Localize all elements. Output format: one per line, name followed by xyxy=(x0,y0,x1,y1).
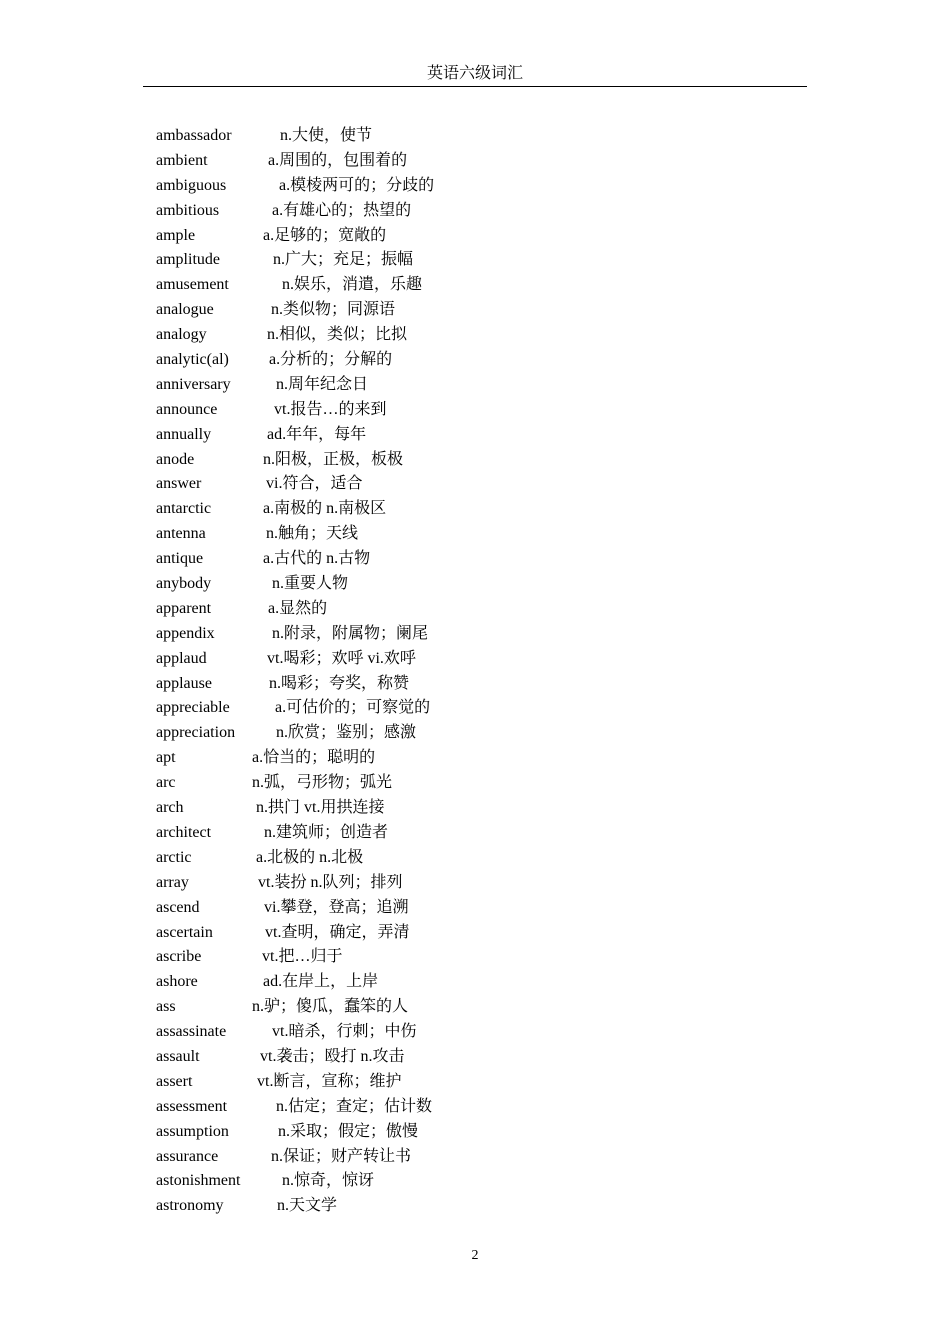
vocab-word: arc xyxy=(156,774,176,792)
vocab-word: array xyxy=(156,873,189,891)
vocab-entry xyxy=(156,547,716,572)
vocab-definition: a.分析的；分解的 xyxy=(269,351,393,369)
vocab-definition: vt.暗杀，行刺；中伤 xyxy=(272,1023,417,1041)
vocab-entry xyxy=(156,224,716,249)
vocab-definition: a.周围的，包围着的 xyxy=(268,151,408,169)
vocab-word: anniversary xyxy=(156,375,231,393)
vocab-entry xyxy=(156,273,716,298)
vocab-definition: a.模棱两可的；分歧的 xyxy=(279,176,435,194)
vocab-definition: n.欣赏；鉴别；感激 xyxy=(276,724,417,742)
vocab-entry xyxy=(156,846,716,871)
vocab-word: architect xyxy=(156,823,212,841)
vocab-word: applaud xyxy=(156,649,207,667)
vocab-word: ambiguous xyxy=(156,176,227,194)
vocab-definition: n.娱乐，消遣，乐趣 xyxy=(282,276,423,294)
vocab-entry xyxy=(156,448,716,473)
vocab-word: assert xyxy=(156,1072,193,1090)
vocab-definition: vt.喝彩；欢呼 vi.欢呼 xyxy=(267,649,416,667)
vocab-entry xyxy=(156,622,716,647)
vocab-entry xyxy=(156,174,716,199)
vocab-definition: a.可估价的；可察觉的 xyxy=(275,699,431,717)
vocab-word: antique xyxy=(156,550,204,568)
vocab-definition: n.类似物；同源语 xyxy=(271,301,396,319)
vocab-entry xyxy=(156,1095,716,1120)
vocab-entry xyxy=(156,522,716,547)
vocab-entry xyxy=(156,746,716,771)
vocab-entry xyxy=(156,721,716,746)
vocab-word: ambient xyxy=(156,151,208,169)
vocab-entry xyxy=(156,572,716,597)
page-header-title: 英语六级词汇 xyxy=(426,65,523,82)
vocab-definition: ad.在岸上，上岸 xyxy=(263,973,379,991)
vocab-definition: n.建筑师；创造者 xyxy=(264,823,389,841)
vocab-definition: vt.装扮 n.队列；排列 xyxy=(258,873,403,891)
vocab-entry xyxy=(156,871,716,896)
vocab-word: analytic(al) xyxy=(156,351,229,369)
vocab-word: arch xyxy=(156,799,184,817)
vocab-entry xyxy=(156,1169,716,1194)
vocab-entry xyxy=(156,472,716,497)
vocab-entry xyxy=(156,1145,716,1170)
vocab-word: ascend xyxy=(156,898,200,916)
vocab-word: astronomy xyxy=(156,1197,224,1215)
vocab-definition: ad.年年，每年 xyxy=(267,425,367,443)
vocab-entry xyxy=(156,373,716,398)
page-number: 2 xyxy=(471,1248,479,1263)
vocab-definition: vi.攀登，登高；追溯 xyxy=(264,898,409,916)
vocab-entry xyxy=(156,248,716,273)
vocab-entry xyxy=(156,298,716,323)
vocab-definition: n.惊奇，惊讶 xyxy=(282,1172,375,1190)
vocab-word: apt xyxy=(156,749,176,767)
vocab-entry xyxy=(156,597,716,622)
vocab-definition: a.显然的 xyxy=(268,599,328,617)
vocab-word: annually xyxy=(156,425,212,443)
vocab-entry xyxy=(156,821,716,846)
vocab-definition: n.弧，弓形物；弧光 xyxy=(252,774,393,792)
vocab-word: anode xyxy=(156,450,195,468)
vocab-entry xyxy=(156,970,716,995)
vocab-word: analogy xyxy=(156,326,207,344)
vocab-word: apparent xyxy=(156,599,212,617)
vocab-definition: a.有雄心的；热望的 xyxy=(272,201,412,219)
vocab-word: ascribe xyxy=(156,948,202,966)
vocab-definition: n.重要人物 xyxy=(272,575,349,593)
vocab-definition: vi.符合，适合 xyxy=(266,475,363,493)
vocab-definition: a.古代的 n.古物 xyxy=(263,550,371,568)
vocab-word: appendix xyxy=(156,624,215,642)
vocab-definition: n.附录，附属物；阑尾 xyxy=(272,624,429,642)
vocab-entry xyxy=(156,1194,716,1219)
vocab-word: anybody xyxy=(156,575,212,593)
vocab-definition: a.恰当的；聪明的 xyxy=(252,749,376,767)
vocab-entry xyxy=(156,1070,716,1095)
vocab-entry xyxy=(156,497,716,522)
vocab-word: arctic xyxy=(156,848,192,866)
vocab-word: assault xyxy=(156,1047,200,1065)
vocab-definition: n.触角；天线 xyxy=(266,525,359,543)
vocab-entry xyxy=(156,323,716,348)
vocab-entry xyxy=(156,796,716,821)
vocab-definition: n.周年纪念日 xyxy=(276,375,369,393)
vocab-definition: n.广大；充足；振幅 xyxy=(273,251,414,269)
vocab-definition: n.大使，使节 xyxy=(280,127,373,144)
vocab-definition: n.保证；财产转让书 xyxy=(271,1147,412,1165)
vocab-word: amusement xyxy=(156,276,229,294)
vocab-entry xyxy=(156,398,716,423)
vocab-definition: vt.报告…的来到 xyxy=(274,400,387,418)
vocab-definition: vt.袭击；殴打 n.攻击 xyxy=(260,1047,405,1065)
vocab-word: appreciable xyxy=(156,699,230,717)
vocab-word: ashore xyxy=(156,973,198,991)
vocab-definition: vt.查明，确定，弄清 xyxy=(265,923,410,941)
vocab-word: ambitious xyxy=(156,201,220,219)
vocab-word: applause xyxy=(156,674,212,692)
vocab-word: antarctic xyxy=(156,500,212,518)
vocab-entry xyxy=(156,945,716,970)
vocab-definition: n.估定；查定；估计数 xyxy=(276,1097,433,1115)
vocab-definition: n.喝彩；夸奖，称赞 xyxy=(269,674,410,692)
vocab-entry xyxy=(156,647,716,672)
vocab-word: astonishment xyxy=(156,1172,241,1190)
vocab-word: amplitude xyxy=(156,251,220,269)
vocab-entry xyxy=(156,124,716,149)
vocab-word: assurance xyxy=(156,1147,219,1165)
vocab-definition: n.拱门 vt.用拱连接 xyxy=(256,799,385,817)
vocab-word: ass xyxy=(156,998,176,1016)
vocab-definition: n.天文学 xyxy=(277,1197,338,1215)
vocab-definition: vt.断言，宣称；维护 xyxy=(257,1072,402,1090)
vocab-entry xyxy=(156,199,716,224)
vocab-entry xyxy=(156,149,716,174)
vocab-definition: n.采取；假定；傲慢 xyxy=(278,1122,419,1140)
vocab-word: ascertain xyxy=(156,923,213,941)
vocab-entry xyxy=(156,1020,716,1045)
vocab-definition: n.阳极，正极，板极 xyxy=(263,450,404,468)
vocab-word: ample xyxy=(156,226,196,244)
vocab-entry xyxy=(156,423,716,448)
vocab-word: ambassador xyxy=(156,127,232,144)
vocabulary-list xyxy=(156,124,716,1219)
vocab-word: antenna xyxy=(156,525,206,543)
vocab-definition: vt.把…归于 xyxy=(262,948,343,966)
vocab-definition: n.相似，类似；比拟 xyxy=(267,326,408,344)
vocab-entry xyxy=(156,672,716,697)
vocab-word: appreciation xyxy=(156,724,236,742)
vocab-word: assassinate xyxy=(156,1023,227,1041)
vocab-definition: a.足够的；宽敞的 xyxy=(263,226,387,244)
vocab-word: assessment xyxy=(156,1097,228,1115)
vocab-word: analogue xyxy=(156,301,214,319)
vocab-definition: a.北极的 n.北极 xyxy=(256,848,364,866)
vocab-entry xyxy=(156,771,716,796)
vocab-entry xyxy=(156,896,716,921)
vocab-entry xyxy=(156,995,716,1020)
vocab-entry xyxy=(156,696,716,721)
vocab-definition: a.南极的 n.南极区 xyxy=(263,500,387,518)
vocab-entry xyxy=(156,1120,716,1145)
vocab-entry xyxy=(156,1045,716,1070)
header-rule xyxy=(143,86,807,87)
vocab-word: assumption xyxy=(156,1122,229,1140)
vocab-entry xyxy=(156,921,716,946)
vocab-word: answer xyxy=(156,475,202,493)
vocab-word: announce xyxy=(156,400,218,418)
vocab-definition: n.驴；傻瓜，蠢笨的人 xyxy=(252,998,409,1016)
vocab-entry xyxy=(156,348,716,373)
